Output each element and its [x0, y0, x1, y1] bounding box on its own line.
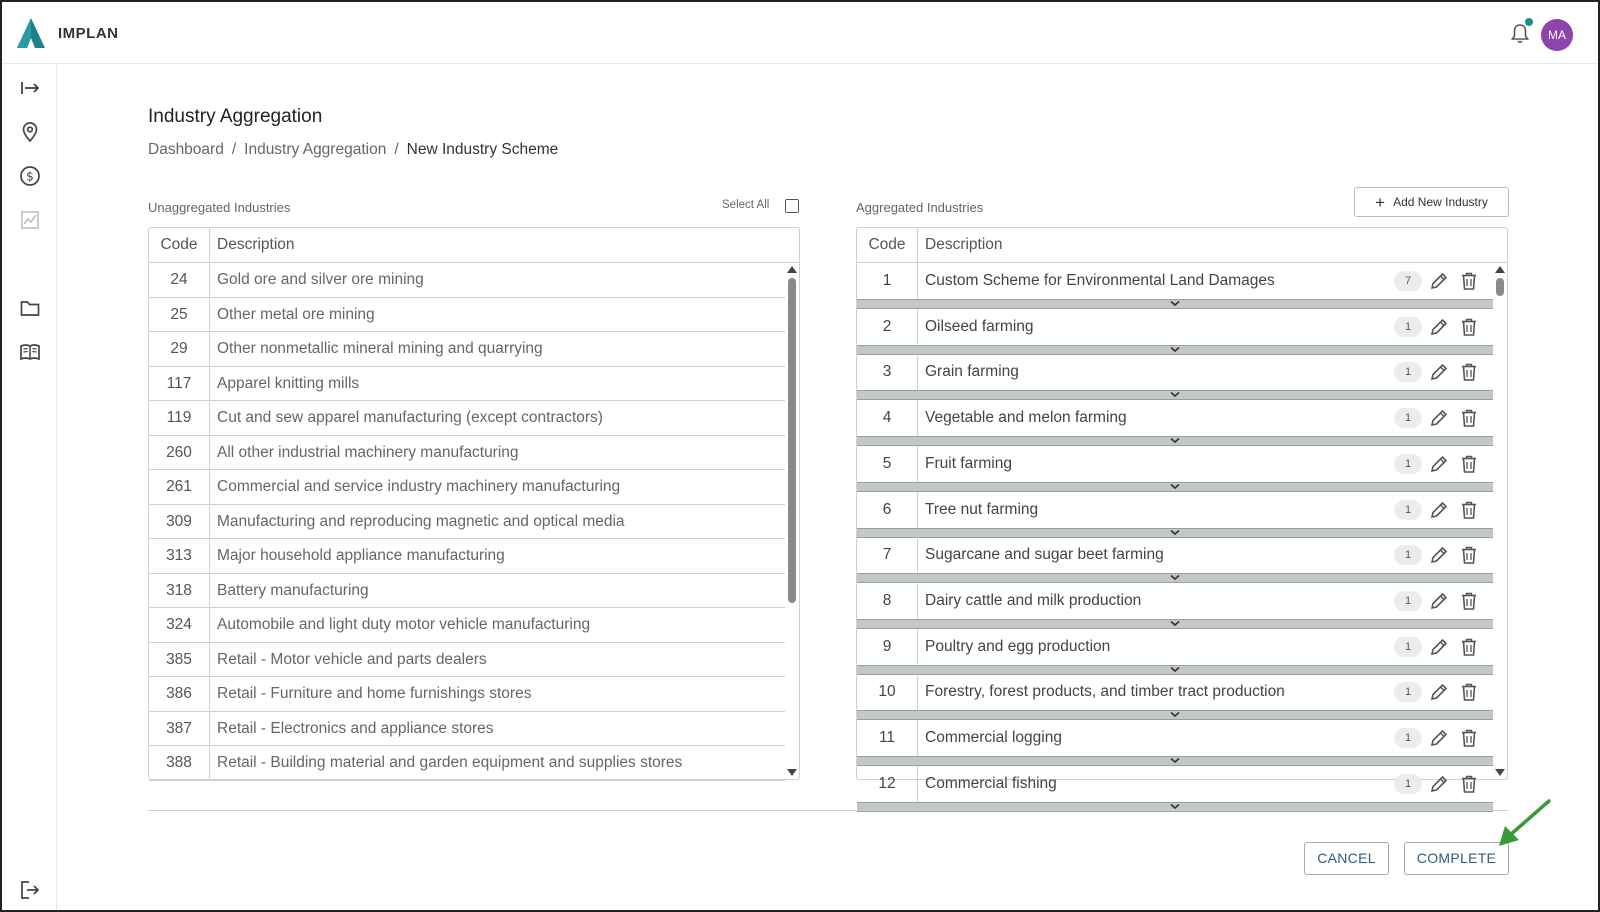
- table-row[interactable]: [857, 400, 1493, 446]
- trash-icon[interactable]: [1458, 773, 1480, 795]
- row-code: 386: [149, 677, 210, 711]
- row-description: Major household appliance manufacturing: [217, 547, 505, 564]
- add-new-industry-label: Add New Industry: [1393, 195, 1488, 209]
- row-code: 324: [149, 608, 210, 642]
- column-header-description: Description: [217, 236, 295, 253]
- row-code: 260: [149, 436, 210, 470]
- unaggregated-label: Unaggregated Industries: [148, 200, 291, 215]
- scroll-down-arrow[interactable]: [1495, 769, 1505, 776]
- table-row[interactable]: [149, 298, 785, 333]
- table-row[interactable]: [149, 712, 785, 747]
- row-code: 29: [149, 332, 210, 366]
- row-description: Retail - Electronics and appliance stores: [217, 719, 494, 737]
- table-row[interactable]: [149, 746, 785, 781]
- count-badge: 1: [1394, 545, 1422, 565]
- scroll-thumb[interactable]: [788, 278, 796, 603]
- pencil-icon[interactable]: [1428, 773, 1450, 795]
- row-code: 1: [857, 263, 918, 299]
- count-badge: 1: [1394, 682, 1422, 702]
- table-row[interactable]: [149, 436, 785, 471]
- row-code: 6: [857, 492, 918, 528]
- row-description: Commercial fishing: [925, 774, 1057, 792]
- count-badge: 1: [1394, 317, 1422, 337]
- row-description: Sugarcane and sugar beet farming: [925, 546, 1164, 564]
- trash-icon[interactable]: [1458, 407, 1480, 429]
- dollar-icon[interactable]: [19, 165, 41, 187]
- table-row[interactable]: [149, 539, 785, 574]
- row-description: Poultry and egg production: [925, 637, 1111, 655]
- row-description: Apparel knitting mills: [217, 374, 360, 392]
- scroll-thumb[interactable]: [1496, 278, 1504, 296]
- row-description: Manufacturing and reproducing magnetic and optical media: [217, 512, 625, 530]
- count-badge: 1: [1394, 591, 1422, 611]
- count-badge: 1: [1394, 774, 1422, 794]
- count-badge: 1: [1394, 362, 1422, 382]
- row-code: 318: [149, 574, 210, 608]
- expand-row-bar[interactable]: [857, 573, 1493, 583]
- pencil-icon[interactable]: [1428, 499, 1450, 521]
- row-code: 7: [857, 537, 918, 573]
- select-all-label[interactable]: Select All: [722, 199, 770, 211]
- scroll-up-arrow[interactable]: [787, 266, 797, 273]
- expand-row-bar[interactable]: [857, 710, 1493, 720]
- table-row[interactable]: [149, 470, 785, 505]
- pencil-icon[interactable]: [1428, 453, 1450, 475]
- trash-icon[interactable]: [1458, 727, 1480, 749]
- complete-button[interactable]: COMPLETE: [1404, 842, 1509, 875]
- row-description: Dairy cattle and milk production: [925, 591, 1142, 609]
- row-code: 2: [857, 309, 918, 345]
- pencil-icon[interactable]: [1428, 590, 1450, 612]
- trash-icon[interactable]: [1458, 270, 1480, 292]
- row-description: Retail - Building material and garden equipment and supplies stores: [217, 754, 683, 771]
- row-description: Other nonmetallic mineral mining and quarrying: [217, 340, 543, 357]
- row-code: 5: [857, 446, 918, 482]
- expand-row-bar[interactable]: [857, 619, 1493, 629]
- table-row[interactable]: [857, 720, 1493, 766]
- row-description: Automobile and light duty motor vehicle manufacturing: [217, 616, 591, 633]
- row-code: 25: [149, 298, 210, 332]
- trash-icon[interactable]: [1458, 681, 1480, 703]
- trash-icon[interactable]: [1458, 636, 1480, 658]
- breadcrumb-dashboard[interactable]: Dashboard: [148, 141, 224, 158]
- expand-row-bar[interactable]: [857, 436, 1493, 446]
- table-row[interactable]: [857, 537, 1493, 583]
- sidebar: [2, 64, 57, 910]
- book-icon[interactable]: [19, 341, 41, 363]
- scroll-up-arrow[interactable]: [1495, 266, 1505, 273]
- column-header-code: Code: [857, 228, 918, 263]
- row-description: Forestry, forest products, and timber tract production: [925, 683, 1285, 701]
- trash-icon[interactable]: [1458, 316, 1480, 338]
- table-row[interactable]: [857, 446, 1493, 492]
- expand-row-bar[interactable]: [857, 390, 1493, 400]
- expand-row-bar[interactable]: [857, 528, 1493, 538]
- expand-row-bar[interactable]: [857, 665, 1493, 675]
- trash-icon[interactable]: [1458, 499, 1480, 521]
- row-description: Retail - Furniture and home furnishings stores: [217, 685, 532, 702]
- aggregated-table: [856, 227, 1508, 792]
- avatar[interactable]: MA: [1541, 19, 1573, 51]
- brand-name: IMPLAN: [58, 25, 119, 42]
- expand-row-bar[interactable]: [857, 756, 1493, 766]
- row-description: Commercial and service industry machinery manufacturing: [217, 478, 621, 495]
- table-row[interactable]: [857, 629, 1493, 675]
- row-code: 8: [857, 583, 918, 619]
- annotation-arrow-icon: [1497, 798, 1557, 850]
- breadcrumb-current: New Industry Scheme: [406, 141, 559, 158]
- table-row[interactable]: [857, 492, 1493, 538]
- svg-text:$: $: [26, 169, 34, 184]
- row-code: 313: [149, 539, 210, 573]
- expand-row-bar[interactable]: [857, 299, 1493, 309]
- row-code: 117: [149, 367, 210, 401]
- row-code: 119: [149, 401, 210, 435]
- table-header: [149, 228, 799, 263]
- row-description: Other metal ore mining: [217, 305, 375, 323]
- expand-row-bar[interactable]: [857, 482, 1493, 492]
- pencil-icon[interactable]: [1428, 407, 1450, 429]
- unaggregated-table: [148, 227, 800, 780]
- row-code: 261: [149, 470, 210, 504]
- count-badge: 7: [1394, 271, 1422, 291]
- cancel-button[interactable]: CANCEL: [1304, 842, 1389, 875]
- breadcrumb: [148, 141, 558, 159]
- row-code: 10: [857, 674, 918, 710]
- column-header-description: Description: [925, 236, 1003, 253]
- pencil-icon[interactable]: [1428, 636, 1450, 658]
- pencil-icon[interactable]: [1428, 361, 1450, 383]
- count-badge: 1: [1394, 637, 1422, 657]
- location-pin-icon[interactable]: [19, 121, 41, 143]
- breadcrumb-industry-aggregation[interactable]: Industry Aggregation: [244, 141, 387, 158]
- row-description: Retail - Motor vehicle and parts dealers: [217, 650, 487, 668]
- table-row[interactable]: [857, 309, 1493, 355]
- right-scrollbar[interactable]: [1494, 266, 1506, 776]
- row-description: Fruit farming: [925, 454, 1012, 472]
- breadcrumb-separator: /: [394, 141, 399, 158]
- row-description: Vegetable and melon farming: [925, 409, 1127, 427]
- row-description: Custom Scheme for Environmental Land Damages: [925, 272, 1275, 289]
- row-description: Gold ore and silver ore mining: [217, 271, 424, 288]
- row-description: Oilseed farming: [925, 317, 1034, 335]
- top-bar: [2, 2, 1598, 64]
- row-description: All other industrial machinery manufacturing: [217, 443, 519, 461]
- table-row[interactable]: [149, 401, 785, 436]
- count-badge: 1: [1394, 408, 1422, 428]
- row-code: 9: [857, 629, 918, 665]
- table-row[interactable]: [857, 674, 1493, 720]
- pencil-icon[interactable]: [1428, 270, 1450, 292]
- table-row[interactable]: [857, 263, 1493, 309]
- table-row[interactable]: [857, 354, 1493, 400]
- chart-icon[interactable]: [19, 209, 41, 231]
- trash-icon[interactable]: [1458, 453, 1480, 475]
- table-row[interactable]: [149, 608, 785, 643]
- row-code: 309: [149, 505, 210, 539]
- row-code: 4: [857, 400, 918, 436]
- trash-icon[interactable]: [1458, 361, 1480, 383]
- table-row[interactable]: [149, 643, 785, 678]
- page-title: Industry Aggregation: [148, 106, 323, 127]
- pencil-icon[interactable]: [1428, 727, 1450, 749]
- implan-logo-icon[interactable]: [14, 16, 48, 50]
- footer-divider: [148, 810, 1508, 811]
- pencil-icon[interactable]: [1428, 681, 1450, 703]
- folder-icon[interactable]: [19, 297, 41, 319]
- left-scrollbar[interactable]: [786, 266, 798, 776]
- table-row[interactable]: [149, 263, 785, 298]
- table-row[interactable]: [149, 332, 785, 367]
- pencil-icon[interactable]: [1428, 316, 1450, 338]
- row-description: Commercial logging: [925, 729, 1062, 746]
- count-badge: 1: [1394, 728, 1422, 748]
- table-row[interactable]: [857, 583, 1493, 629]
- count-badge: 1: [1394, 454, 1422, 474]
- breadcrumb-separator: /: [231, 141, 237, 158]
- row-code: 12: [857, 766, 918, 802]
- row-code: 11: [857, 720, 918, 756]
- row-description: Grain farming: [925, 363, 1019, 381]
- table-row[interactable]: [149, 505, 785, 540]
- table-row[interactable]: [857, 766, 1493, 812]
- add-new-industry-button[interactable]: [1354, 187, 1509, 217]
- table-row[interactable]: [149, 677, 785, 712]
- table-header: [857, 228, 1507, 263]
- expand-row-bar[interactable]: [857, 345, 1493, 355]
- row-description: Cut and sew apparel manufacturing (except contractors): [217, 409, 603, 426]
- row-code: 24: [149, 263, 210, 297]
- plus-icon: +: [1375, 192, 1386, 212]
- aggregated-label: Aggregated Industries: [856, 200, 984, 215]
- table-row[interactable]: [149, 367, 785, 402]
- column-header-code: Code: [149, 228, 210, 263]
- row-code: 3: [857, 354, 918, 390]
- table-row[interactable]: [149, 574, 785, 609]
- trash-icon[interactable]: [1458, 544, 1480, 566]
- logout-icon[interactable]: [19, 879, 41, 901]
- count-badge: 1: [1394, 500, 1422, 520]
- scroll-down-arrow[interactable]: [787, 769, 797, 776]
- select-all-checkbox[interactable]: [785, 199, 799, 213]
- row-description: Battery manufacturing: [217, 581, 369, 599]
- pencil-icon[interactable]: [1428, 544, 1450, 566]
- row-description: Tree nut farming: [925, 500, 1039, 518]
- trash-icon[interactable]: [1458, 590, 1480, 612]
- row-code: 387: [149, 712, 210, 746]
- row-code: 385: [149, 643, 210, 677]
- notification-dot: [1525, 18, 1533, 26]
- expand-sidebar-icon[interactable]: [19, 77, 41, 99]
- row-code: 388: [149, 746, 210, 780]
